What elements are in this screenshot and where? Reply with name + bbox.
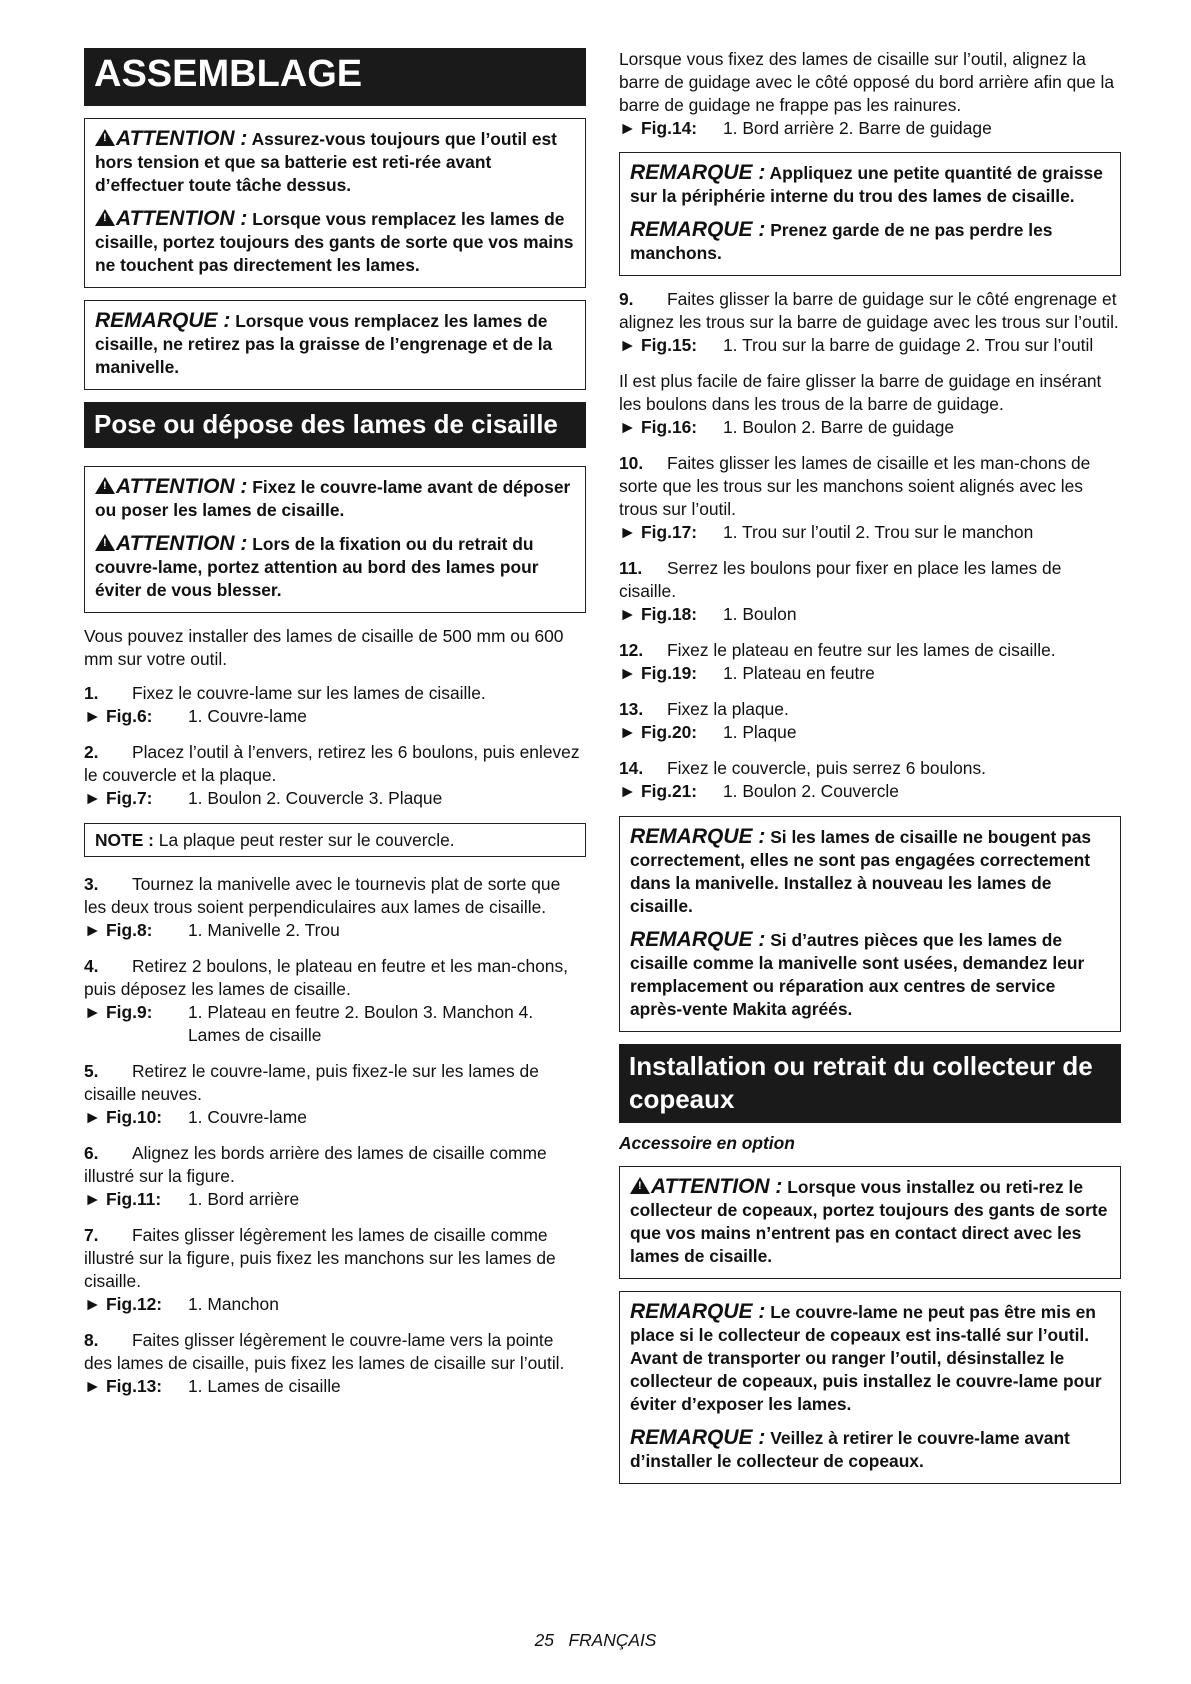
remark-item: REMARQUE : Appliquez une petite quantité de graisse sur la périphérie interne du trou des lames de cisaille. xyxy=(630,161,1103,206)
figure-reference: ► Fig.18: 1. Boulon xyxy=(619,604,797,624)
note-box: NOTE : La plaque peut rester sur le couvercle. xyxy=(84,823,586,857)
warning-item: !ATTENTION : Lors de la fixation ou du retrait du couvre-lame, portez attention au bord des lames pour éviter de vous blesser. xyxy=(95,532,575,602)
warning-triangle-icon xyxy=(95,209,115,226)
warning-box-3 xyxy=(619,1166,1121,1279)
remark-box-4 xyxy=(619,1291,1121,1484)
figure-reference: ► Fig.20: 1. Plaque xyxy=(619,722,797,742)
page-title: ASSEMBLAGE xyxy=(84,48,586,106)
figure-reference: ► Fig.10: 1. Couvre-lame xyxy=(84,1107,307,1127)
tip-text: Il est plus facile de faire glisser la barre de guidage en insérant les boulons dans les trous de la barre de guidage. xyxy=(619,371,1102,414)
figure-reference: ► Fig.8: 1. Manivelle 2. Trou xyxy=(84,920,340,940)
figure-reference: ► Fig.19: 1. Plateau en feutre xyxy=(619,663,875,683)
intro-text: Lorsque vous fixez des lames de cisaille sur l’outil, alignez la barre de guidage avec le côté opposé du bord arrière afin que la barre de guidage ne frappe pas les rainures. xyxy=(619,49,1115,115)
figure-reference: ► Fig.15: 1. Trou sur la barre de guidage 2. Trou sur l’outil xyxy=(619,335,1094,355)
step: 7. Faites glisser légèrement les lames de cisaille comme illustré sur la figure, puis fixez les manchons sur les lames de cisaille. ► Fig.12: 1. Manchon xyxy=(84,1224,586,1316)
figure-reference: ► Fig.16: 1. Boulon 2. Barre de guidage xyxy=(619,417,955,437)
page-footer: 25 FRANÇAIS xyxy=(534,1630,657,1650)
figure-reference: ► Fig.21: 1. Boulon 2. Couvercle xyxy=(619,781,899,801)
figure-reference: ► Fig.13: 1. Lames de cisaille xyxy=(84,1376,341,1396)
warning-box-2 xyxy=(84,466,586,613)
step: 3. Tournez la manivelle avec le tournevis plat de sorte que les deux trous soient perpendiculaires aux lames de cisaille. ► Fig.8: 1. Manivelle 2. Trou xyxy=(84,873,586,942)
figure-reference: ► Fig.14: 1. Bord arrière 2. Barre de guidage xyxy=(619,118,992,138)
figure-reference: ► Fig.9: 1. Plateau en feutre 2. Boulon 3. Manchon 4. Lames de cisaille xyxy=(84,1002,534,1045)
section-title-blades: Pose ou dépose des lames de cisaille xyxy=(84,402,586,448)
warning-triangle-icon xyxy=(95,129,115,146)
warning-item: !ATTENTION : Lorsque vous remplacez les lames de cisaille, portez toujours des gants de sorte que vos mains ne touchent pas directement les lames. xyxy=(95,207,575,277)
warning-triangle-icon xyxy=(630,1177,650,1194)
figure-reference: ► Fig.11: 1. Bord arrière xyxy=(84,1189,300,1209)
step: 9. Faites glisser la barre de guidage sur le côté engrenage et alignez les trous sur la barre de guidage avec les trous sur l’outil. ► Fig.15: 1. Trou sur la barre de guidage 2. Trou sur l’outil xyxy=(619,288,1121,357)
step: 5. Retirez le couvre-lame, puis fixez-le sur les lames de cisaille neuves. ► Fig.10: 1. Couvre-lame xyxy=(84,1060,586,1129)
step: 10. Faites glisser les lames de cisaille et les man-chons de sorte que les trous sur les manchons soient alignés avec les trous sur l’outil. ► Fig.17: 1. Trou sur l’outil 2. Trou sur le manchon xyxy=(619,452,1121,544)
figure-reference: ► Fig.17: 1. Trou sur l’outil 2. Trou sur le manchon xyxy=(619,522,1034,542)
warning-box-1 xyxy=(84,118,586,288)
warning-item: !ATTENTION : Assurez-vous toujours que l’outil est hors tension et que sa batterie est reti-rée avant d’effectuer toute tâche dessus. xyxy=(95,127,575,197)
remark-item: REMARQUE : Le couvre-lame ne peut pas être mis en place si le collecteur de copeaux est ins-tallé sur l’outil. Avant de transporter ou ranger l’outil, désinstallez le collecteur de copeaux, puis installez le couvre-lame pour éviter d’exposer les lames. xyxy=(630,1300,1102,1414)
remark-item: REMARQUE : Lorsque vous remplacez les lames de cisaille, ne retirez pas la graisse de l’engrenage et de la manivelle. xyxy=(95,309,553,377)
step: 2. Placez l’outil à l’envers, retirez les 6 boulons, puis enlevez le couvercle et la plaque. ► Fig.7: 1. Boulon 2. Couvercle 3. Plaque xyxy=(84,741,586,810)
step: 11. Serrez les boulons pour fixer en place les lames de cisaille. ► Fig.18: 1. Boulon xyxy=(619,557,1121,626)
remark-box-2 xyxy=(619,152,1121,276)
step: 14. Fixez le couvercle, puis serrez 6 boulons. ► Fig.21: 1. Boulon 2. Couvercle xyxy=(619,757,1121,803)
remark-box-1 xyxy=(84,300,586,390)
remark-box-3 xyxy=(619,816,1121,1032)
step: 6. Alignez les bords arrière des lames de cisaille comme illustré sur la figure. ► Fig.11: 1. Bord arrière xyxy=(84,1142,586,1211)
step: 12. Fixez le plateau en feutre sur les lames de cisaille. ► Fig.19: 1. Plateau en feutre xyxy=(619,639,1121,685)
remark-item: REMARQUE : Si les lames de cisaille ne bougent pas correctement, elles ne sont pas engagées correctement dans la manivelle. Installez à nouveau les lames de cisaille. xyxy=(630,825,1092,916)
optional-accessory-label: Accessoire en option xyxy=(619,1133,795,1153)
warning-triangle-icon xyxy=(95,534,115,551)
warning-triangle-icon xyxy=(95,477,115,494)
warning-item: !ATTENTION : Fixez le couvre-lame avant de déposer ou poser les lames de cisaille. xyxy=(95,475,575,522)
step: 8. Faites glisser légèrement le couvre-lame vers la pointe des lames de cisaille, puis fixez les lames de cisaille sur l’outil. ► Fig.13: 1. Lames de cisaille xyxy=(84,1329,586,1398)
step: 13. Fixez la plaque. ► Fig.20: 1. Plaque xyxy=(619,698,1121,744)
step: 1. Fixez le couvre-lame sur les lames de cisaille. ► Fig.6: 1. Couvre-lame xyxy=(84,682,586,728)
step: 4. Retirez 2 boulons, le plateau en feutre et les man-chons, puis déposez les lames de cisaille. ► Fig.9: 1. Plateau en feutre 2. Boulon 3. Manchon 4. Lames de cisaille xyxy=(84,955,586,1047)
warning-item: !ATTENTION : Lorsque vous installez ou reti-rez le collecteur de copeaux, portez toujours des gants de sorte que vos mains n’entrent pas en contact direct avec les lames de cisaille. xyxy=(630,1175,1110,1268)
figure-reference: ► Fig.7: 1. Boulon 2. Couvercle 3. Plaque xyxy=(84,788,443,808)
left-column xyxy=(84,48,586,1411)
section-title-chip-collector: Installation ou retrait du collecteur de copeaux xyxy=(619,1044,1121,1123)
intro-text: Vous pouvez installer des lames de cisaille de 500 mm ou 600 mm sur votre outil. xyxy=(84,626,564,669)
right-column xyxy=(619,48,1121,1496)
figure-reference: ► Fig.6: 1. Couvre-lame xyxy=(84,706,307,726)
remark-item: REMARQUE : Si d’autres pièces que les lames de cisaille comme la manivelle sont usées, demandez leur remplacement ou réparation aux centres de service après-vente Makita agréés. xyxy=(630,928,1085,1019)
figure-reference: ► Fig.12: 1. Manchon xyxy=(84,1294,279,1314)
remark-item: REMARQUE : Veillez à retirer le couvre-lame avant d’installer le collecteur de copeaux. xyxy=(630,1426,1070,1471)
remark-item: REMARQUE : Prenez garde de ne pas perdre les manchons. xyxy=(630,218,1053,263)
